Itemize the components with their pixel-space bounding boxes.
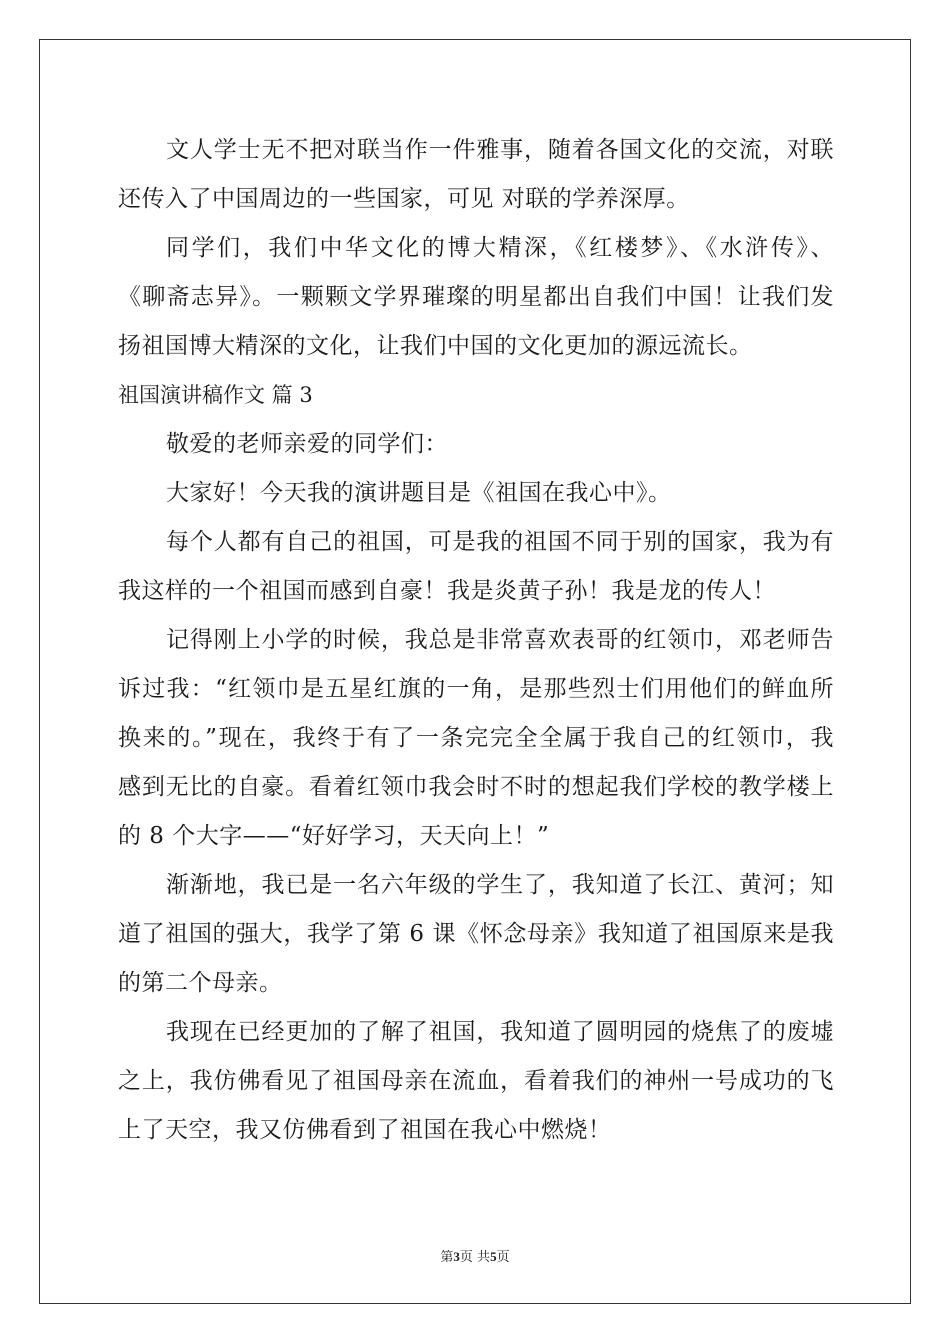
text-line: 每个人都有自己的祖国，可是我的祖国不同于别的国家，我为有 bbox=[166, 529, 834, 555]
text-line: 我这样的一个祖国而感到自豪！我是炎黄子孙！我是龙的传人！ bbox=[118, 578, 776, 604]
text-line: 诉过我：“红领巾是五星红旗的一角，是那些烈士们用他们的鲜血所 bbox=[118, 676, 834, 702]
footer-mid: 页 共 bbox=[459, 1250, 491, 1265]
text-line: 同学们，我们中华文化的博大精深，《红楼梦》、《水浒传》、 bbox=[166, 235, 834, 261]
text-line: 道了祖国的强大，我学了第 6 课《怀念母亲》我知道了祖国原来是我 bbox=[118, 921, 834, 947]
footer-prefix: 第 bbox=[440, 1250, 454, 1265]
text-line: 敬爱的老师亲爱的同学们： bbox=[166, 431, 448, 457]
text-line: 的 8 个大字——“好好学习，天天向上！” bbox=[118, 823, 550, 849]
text-line: 之上，我仿佛看见了祖国母亲在流血，看着我们的神州一号成功的飞 bbox=[118, 1068, 834, 1094]
text-line: 大家好！今天我的演讲题目是《祖国在我心中》。 bbox=[166, 480, 672, 506]
section-heading: 祖国演讲稿作文 篇 3 bbox=[118, 383, 313, 407]
paragraph bbox=[118, 420, 834, 469]
text-line: 记得刚上小学的时候，我总是非常喜欢表哥的红领巾，邓老师告 bbox=[166, 627, 834, 653]
paragraph bbox=[118, 224, 834, 371]
text-line: 上了天空，我又仿佛看到了祖国在我心中燃烧！ bbox=[118, 1117, 612, 1143]
text-line: 感到无比的自豪。看着红领巾我会时不时的想起我们学校的教学楼上 bbox=[118, 774, 834, 800]
document-body bbox=[118, 126, 834, 1155]
text-line: 的第二个母亲。 bbox=[118, 970, 283, 996]
text-line: 渐渐地，我已是一名六年级的学生了，我知道了长江、黄河；知 bbox=[166, 872, 834, 898]
text-line: 扬祖国博大精深的文化，让我们中国的文化更加的源远流长。 bbox=[118, 333, 753, 359]
paragraph bbox=[118, 518, 834, 616]
footer-suffix: 页 bbox=[496, 1250, 510, 1265]
text-line: 还传入了中国周边的一些国家，可见 对联的学养深厚。 bbox=[118, 186, 690, 212]
paragraph bbox=[118, 861, 834, 1008]
page-number: 3 bbox=[453, 1249, 460, 1264]
total-pages: 5 bbox=[490, 1249, 497, 1264]
text-line: 《聊斋志异》。一颗颗文学界璀璨的明星都出自我们中国！让我们发 bbox=[118, 284, 834, 310]
page-footer bbox=[0, 1246, 950, 1265]
paragraph bbox=[118, 469, 834, 518]
paragraph bbox=[118, 126, 834, 224]
text-line: 文人学士无不把对联当作一件雅事，随着各国文化的交流，对联 bbox=[166, 137, 834, 163]
text-line: 我现在已经更加的了解了祖国，我知道了圆明园的烧焦了的废墟 bbox=[166, 1019, 834, 1045]
paragraph bbox=[118, 616, 834, 861]
text-line: 换来的。”现在，我终于有了一条完完全全属于我自己的红领巾，我 bbox=[118, 725, 834, 751]
paragraph bbox=[118, 1008, 834, 1155]
